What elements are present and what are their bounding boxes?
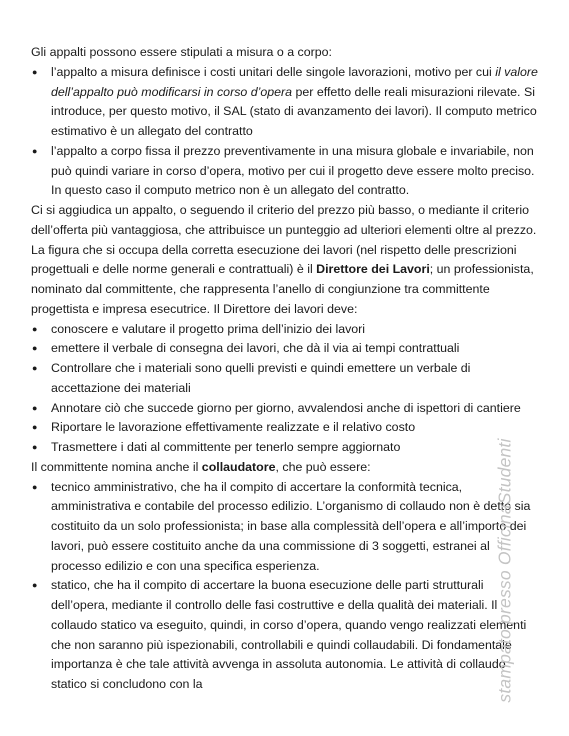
emphasis-text: il valore dell’appalto può modificarsi in corso d’opera: [51, 64, 538, 99]
paragraph-text: La figura che si occupa della corretta esecuzione dei lavori (nel rispetto delle prescrizioni progettuali e delle norme generali e contrattuali) è il: [31, 242, 517, 277]
watermark-text: stampato presso OfficinaStudenti: [494, 437, 515, 703]
list-item: ● statico, che ha il compito di accertare la buona esecuzione delle parti strutturali dell’opera, mediante il controllo delle fasi costruttive e della qualità dei materiali. Il collaudo statico va eseguito, quindi, in corso d’opera, quando vengo realizzati elementi che non saranno più ispezionabili, controllabili e quindi collaudabili. Di fondamentale importanza è che tale attività avvenga in assoluta autonomia. Le attività di collaudo statico si concludono con la: [31, 576, 539, 695]
intro-paragraph: Gli appalti possono essere stipulati a misura o a corpo:: [31, 45, 332, 59]
director-paragraph: [31, 241, 539, 320]
bold-term: Direttore dei Lavori: [316, 262, 430, 277]
award-paragraph: Ci si aggiudica un appalto, o seguendo il criterio del prezzo più basso, o mediante il criterio dell’offerta più vantaggiosa, che attribuisce un punteggio ad ulteriori elementi oltre al prezzo.: [31, 203, 537, 237]
paragraph-text: , che può essere:: [275, 459, 371, 474]
page-content: [31, 43, 539, 695]
list-item-text: per effetto delle reali misurazioni rilevate. Si introduce, per questo motivo, il SAL (stato di avanzamento dei lavori). Il computo metrico estimativo è un allegato del contratto: [51, 84, 537, 138]
list-item-text: l’appalto a corpo fissa il prezzo preventivamente in una misura globale e invariabile, non può quindi variare in corso d’opera, motivo per cui il progetto deve essere molto preciso. In questo caso il computo metrico non è un allegato del contratto.: [51, 143, 535, 198]
list-item: ● Trasmettere i dati al committente per tenerlo sempre aggiornato: [31, 438, 539, 458]
bold-term: collaudatore: [201, 459, 276, 474]
paragraph-text: Il committente nomina anche il: [31, 459, 202, 474]
list-item: ● Riportare le lavorazione effettivamente realizzate e il relativo costo: [31, 418, 539, 438]
paragraph-text: ; un professionista, nominato dal committente, che rappresenta l’anello di congiunzione tra committente progettista e impresa esecutrice. Il Direttore dei lavori deve:: [31, 262, 534, 316]
list-item: ● conoscere e valutare il progetto prima dell’inizio dei lavori: [31, 320, 539, 340]
list-item: [31, 142, 539, 201]
list-item: ● Controllare che i materiali sono quelli previsti e quindi emettere un verbale di accettazione dei materiali: [31, 359, 539, 399]
list-item: ● tecnico amministrativo, che ha il compito di accertare la conformità tecnica, amministrativa e contabile del processo edilizio. L’organismo di collaudo non è detto sia costituito da un solo professionista; in base alla complessità dell’opera e all’importo dei lavori, può essere costituito anche da una commissione di 3 soggetti, estranei al processo edilizio e con una specifica esperienza.: [31, 478, 539, 577]
list-item: ● emettere il verbale di consegna dei lavori, che dà il via ai tempi contrattuali: [31, 339, 539, 359]
list-item: ● Annotare ciò che succede giorno per giorno, avvalendosi anche di ispettori di cantiere: [31, 399, 539, 419]
director-duties-list: [31, 320, 539, 458]
tester-paragraph: [31, 458, 539, 478]
tester-types-list: [31, 478, 539, 695]
list-item: [31, 63, 539, 142]
contract-types-list: [31, 63, 539, 201]
list-item-text: l’appalto a misura definisce i costi unitari delle singole lavorazioni, motivo per cui: [51, 64, 496, 79]
